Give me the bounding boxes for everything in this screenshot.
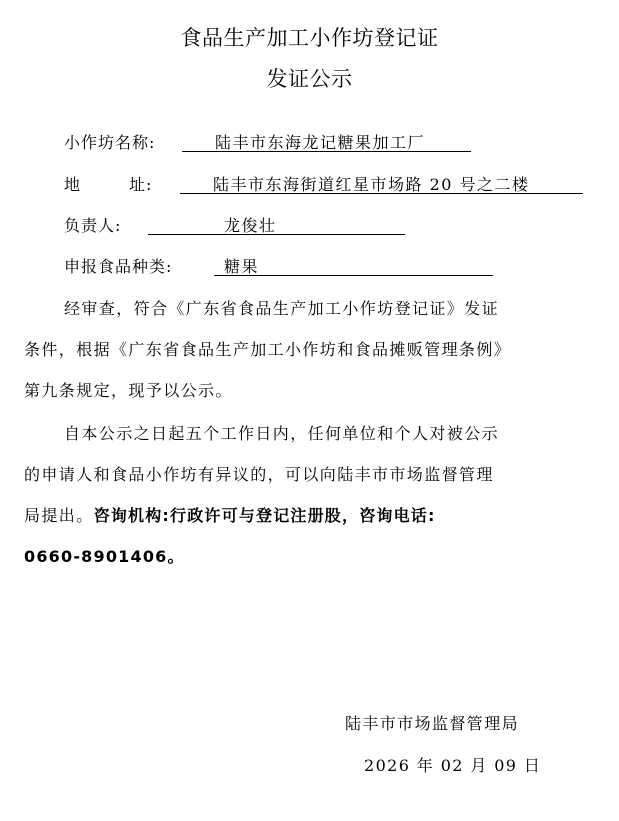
address-label-part2: 址:	[129, 175, 153, 194]
owner-value: 龙俊壮	[148, 213, 405, 235]
objection-line-2: 的申请人和食品小作坊有异议的，可以向陆丰市市场监督管理	[24, 465, 494, 484]
document-subtitle: 发证公示	[266, 67, 353, 91]
objection-line-3	[24, 503, 600, 544]
address-label	[64, 172, 152, 195]
address-value: 陆丰市东海街道红星市场路 20 号之二楼	[180, 172, 583, 194]
objection-line-3-plain: 局提出。	[24, 506, 94, 525]
document-title: 食品生产加工小作坊登记证	[180, 26, 439, 50]
objection-line-4	[24, 544, 600, 585]
workshop-name-label: 小作坊名称:	[64, 133, 156, 152]
issuing-authority: 陆丰市市场监督管理局	[345, 714, 520, 733]
food-category-value: 糖果	[214, 254, 493, 276]
review-line-2: 条件，根据《广东省食品生产加工小作坊和食品摊贩管理条例》	[24, 340, 512, 359]
objection-line-1: 自本公示之日起五个工作日内，任何单位和个人对被公示	[64, 424, 500, 443]
review-line-1: 经审查，符合《广东省食品生产加工小作坊登记证》发证	[64, 299, 500, 318]
objection-paragraph	[24, 421, 600, 585]
issue-date: 2026 年 02 月 09 日	[364, 756, 542, 775]
owner-label: 负责人:	[64, 216, 122, 235]
consulting-phone: 0660-8901406。	[24, 547, 185, 566]
review-line-3: 第九条规定，现予以公示。	[24, 381, 233, 400]
consulting-info: 咨询机构:行政许可与登记注册股，咨询电话:	[93, 506, 436, 525]
address-label-part1: 地	[64, 175, 82, 194]
food-category-label: 申报食品种类:	[64, 257, 173, 276]
review-paragraph	[24, 296, 600, 419]
workshop-name-value: 陆丰市东海龙记糖果加工厂	[182, 130, 471, 152]
